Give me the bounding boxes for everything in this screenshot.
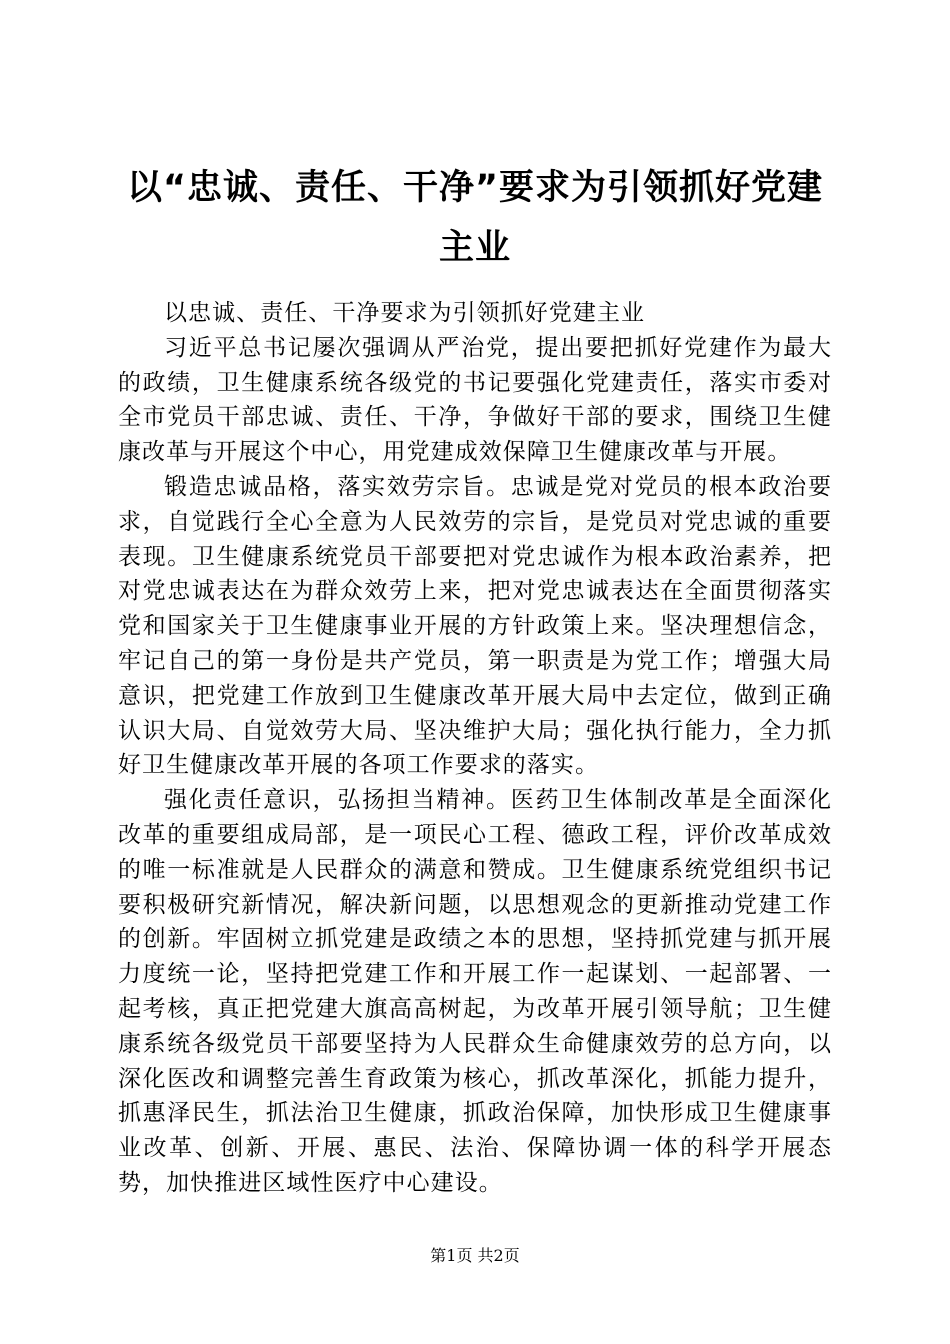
document-body [118,296,832,1201]
paragraph-subtitle: 以忠诚、责任、干净要求为引领抓好党建主业 [164,300,645,326]
paragraph-intro: 习近平总书记屡次强调从严治党，提出要把抓好党建作为最大的政绩，卫生健康系统各级党的书记要强化党建责任，落实市委对全市党员干部忠诚、责任、干净，争做好干部的要求，围绕卫生健康改革与开展这个中心，用党建成效保障卫生健康改革与开展。 [118,334,832,466]
paragraph-loyalty: 锻造忠诚品格，落实效劳宗旨。忠诚是党对党员的根本政治要求，自觉践行全心全意为人民效劳的宗旨，是党员对党忠诚的重要表现。卫生健康系统党员干部要把对党忠诚作为根本政治素养，把对党忠诚表达在为群众效劳上来，把对党忠诚表达在全面贯彻落实党和国家关于卫生健康事业开展的方针政策上来。坚决理想信念，牢记自己的第一身份是共产党员，第一职责是为党工作；增强大局意识，把党建工作放到卫生健康改革开展大局中去定位，做到正确认识大局、自觉效劳大局、坚决维护大局；强化执行能力，全力抓好卫生健康改革开展的各项工作要求的落实。 [118,473,832,779]
page-number-footer: 第1页 共2页 [430,1246,520,1265]
paragraph-responsibility: 强化责任意识，弘扬担当精神。医药卫生体制改革是全面深化改革的重要组成局部，是一项民心工程、德政工程，评价改革成效的唯一标准就是人民群众的满意和赞成。卫生健康系统党组织书记要积极研究新情况，解决新问题，以思想观念的更新推动党建工作的创新。牢固树立抓党建是政绩之本的思想，坚持抓党建与抓开展力度统一论，坚持把党建工作和开展工作一起谋划、一起部署、一起考核，真正把党建大旗高高树起，为改革开展引领导航；卫生健康系统各级党员干部要坚持为人民群众生命健康效劳的总方向，以深化医改和调整完善生育政策为核心，抓改革深化，抓能力提升，抓惠泽民生，抓法治卫生健康，抓政治保障，加快形成卫生健康事业改革、创新、开展、惠民、法治、保障协调一体的科学开展态势，加快推进区域性医疗中心建设。 [118,787,832,1196]
document-title: 以“忠诚、责任、干净”要求为引领抓好党建主业 [126,168,823,268]
